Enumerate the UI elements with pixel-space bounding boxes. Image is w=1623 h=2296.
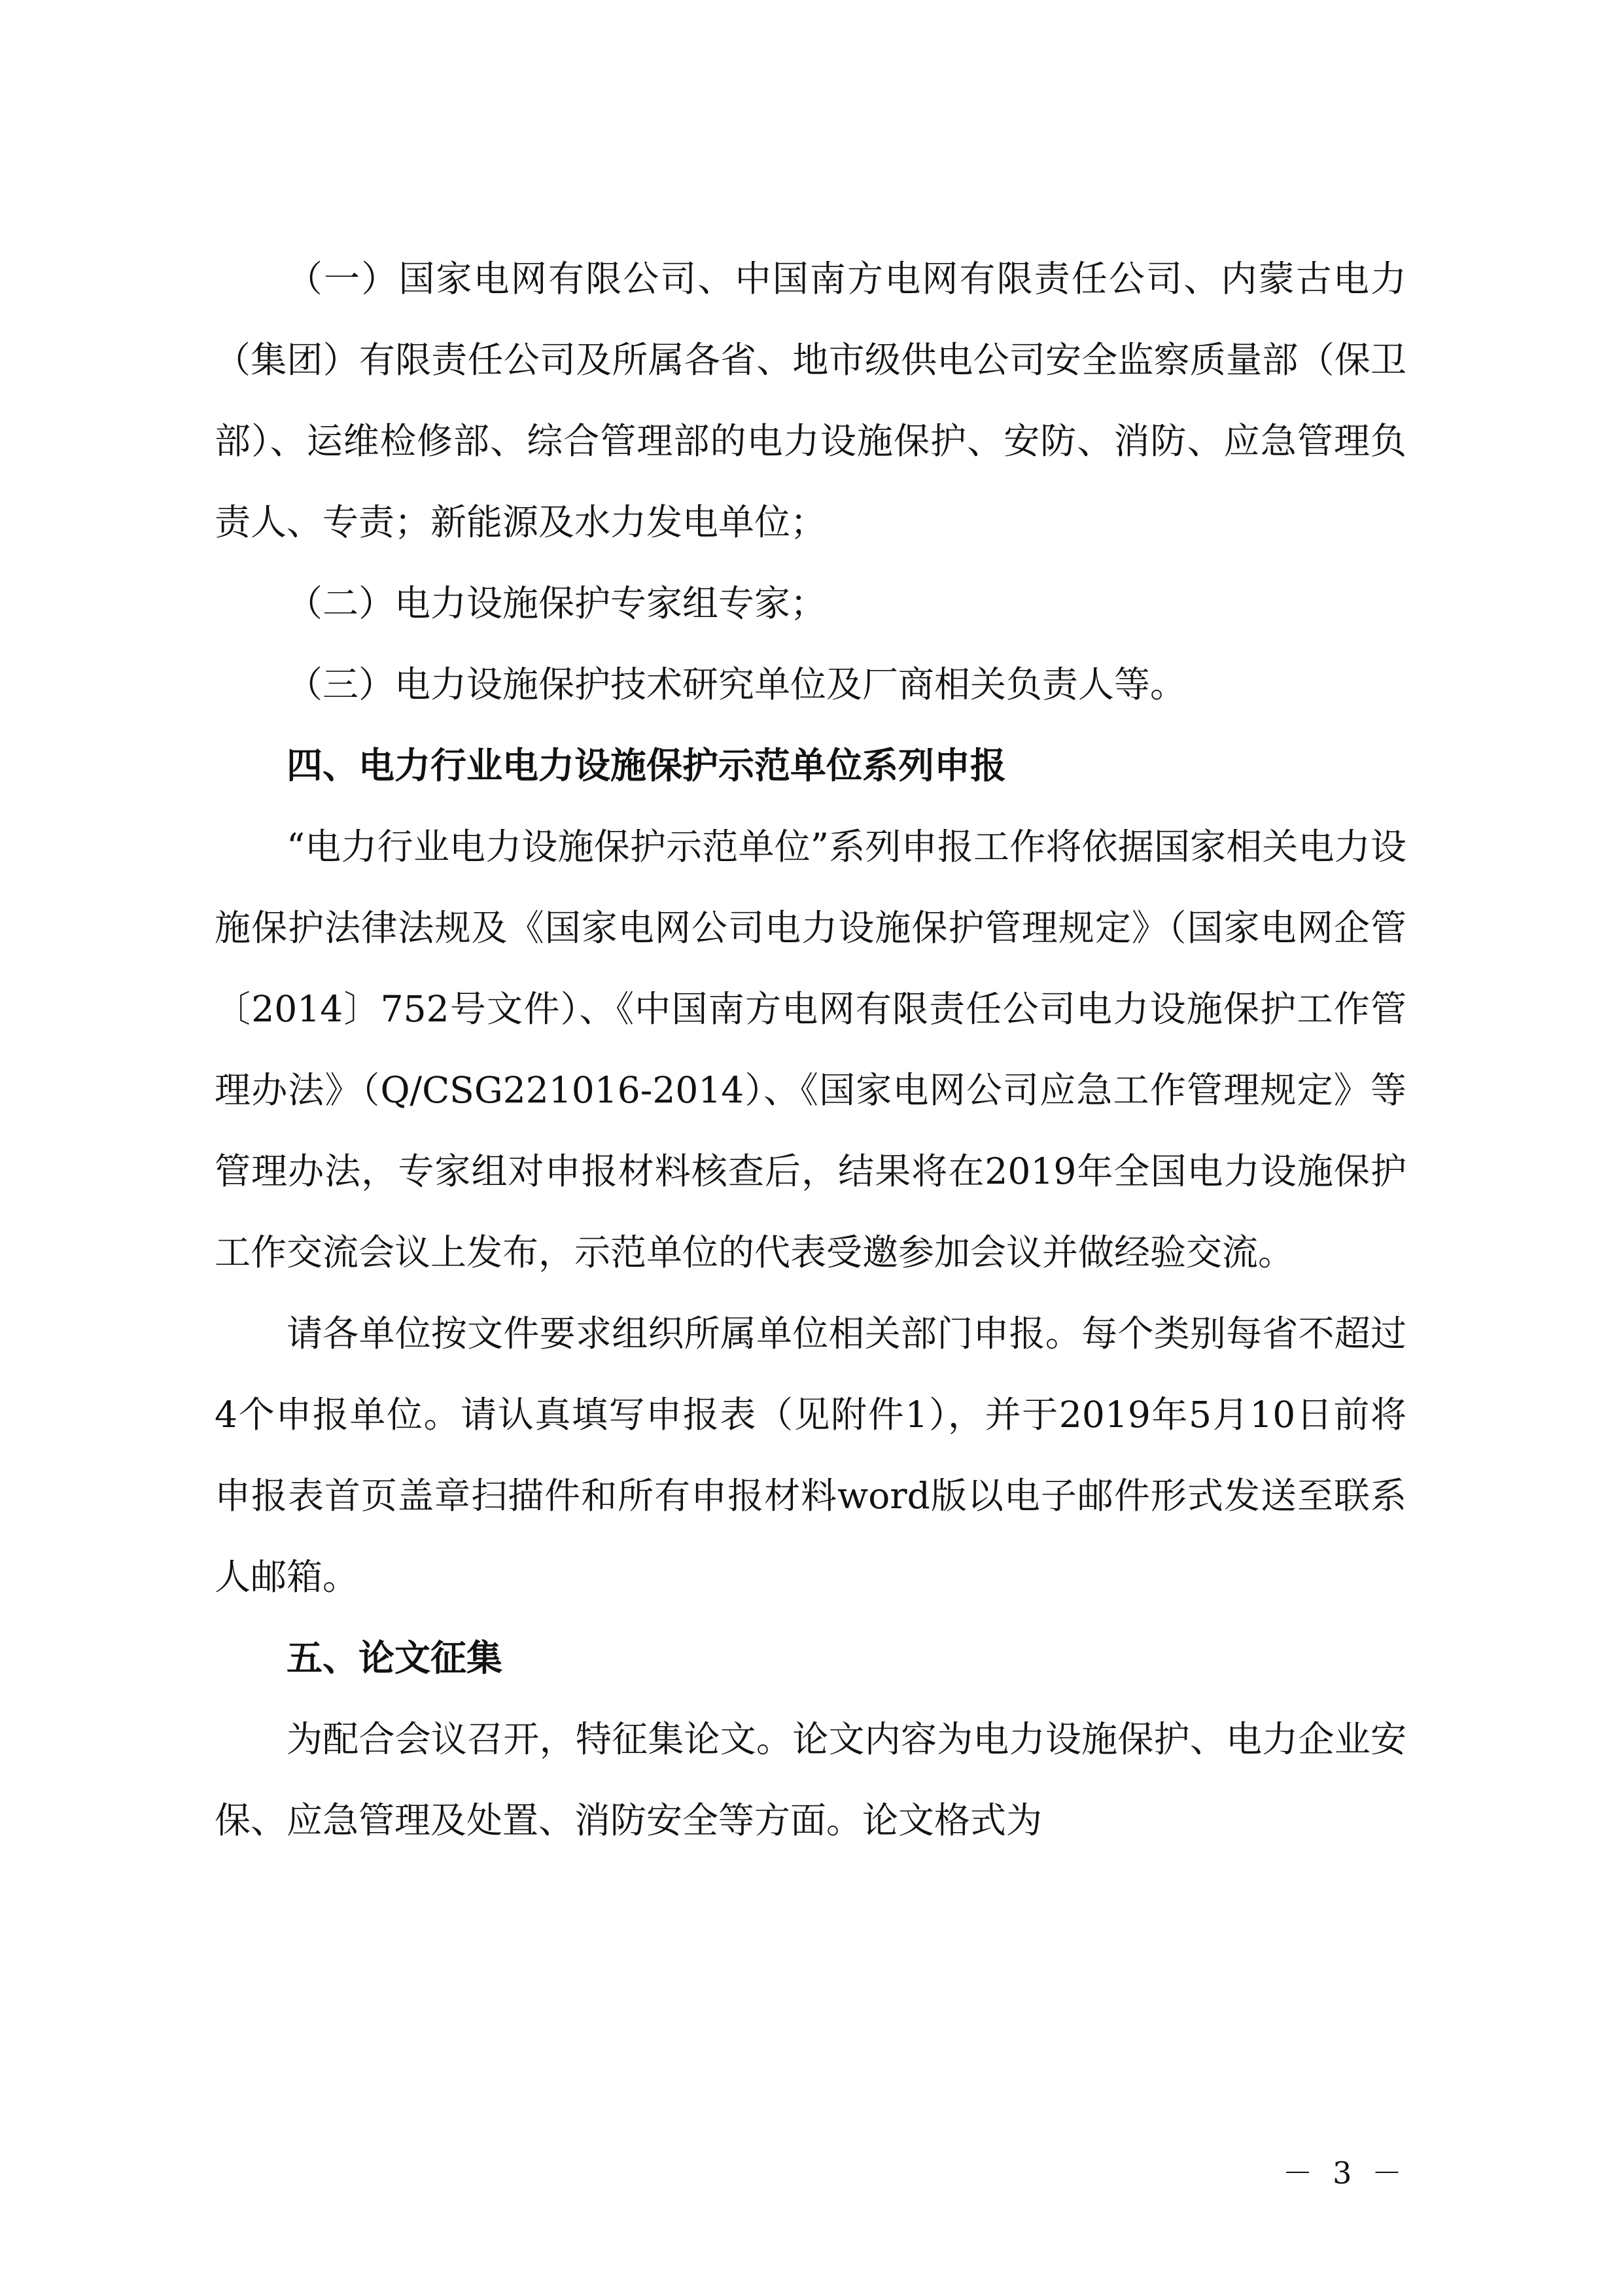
section-heading-4: 四、电力行业电力设施保护示范单位系列申报 [287,745,1007,786]
paragraph-paper-collection: 为配合会议召开，特征集论文。论文内容为电力设施保护、电力企业安保、应急管理及处置、消防安全等方面。论文格式为 [215,1718,1406,1841]
page-number: － 3 － [1282,2155,1407,2191]
paragraph-attendees-2: （二）电力设施保护专家组专家； [287,582,827,624]
paragraph-attendees-3: （三）电力设施保护技术研究单位及厂商相关负责人等。 [287,663,1187,705]
paragraph-demonstration-units: “电力行业电力设施保护示范单位”系列申报工作将依据国家相关电力设施保护法律法规及《国家电网公司电力设施保护管理规定》（国家电网企管〔2014〕752号文件）、《中国南方电网有限责任公司电力设施保护工作管理办法》（Q/CSG221016-2014）、《国家电网公司应急工作管理规定》等管理办法，专家组对申报材料核查后，结果将在2019年全国电力设施保护工作交流会议上发布，示范单位的代表受邀参加会议并做经验交流。 [215,826,1406,1273]
section-heading-5: 五、论文征集 [287,1637,503,1679]
document-body [215,238,1406,1861]
paragraph-application-instructions: 请各单位按文件要求组织所属单位相关部门申报。每个类别每省不超过4个申报单位。请认真填写申报表（见附件1），并于2019年5月10日前将申报表首页盖章扫描件和所有申报材料word版以电子邮件形式发送至联系人邮箱。 [215,1313,1406,1598]
paragraph-attendees-1: （一）国家电网有限公司、中国南方电网有限责任公司、内蒙古电力（集团）有限责任公司及所属各省、地市级供电公司安全监察质量部（保卫部）、运维检修部、综合管理部的电力设施保护、安防、消防、应急管理负责人、专责；新能源及水力发电单位； [215,258,1406,543]
